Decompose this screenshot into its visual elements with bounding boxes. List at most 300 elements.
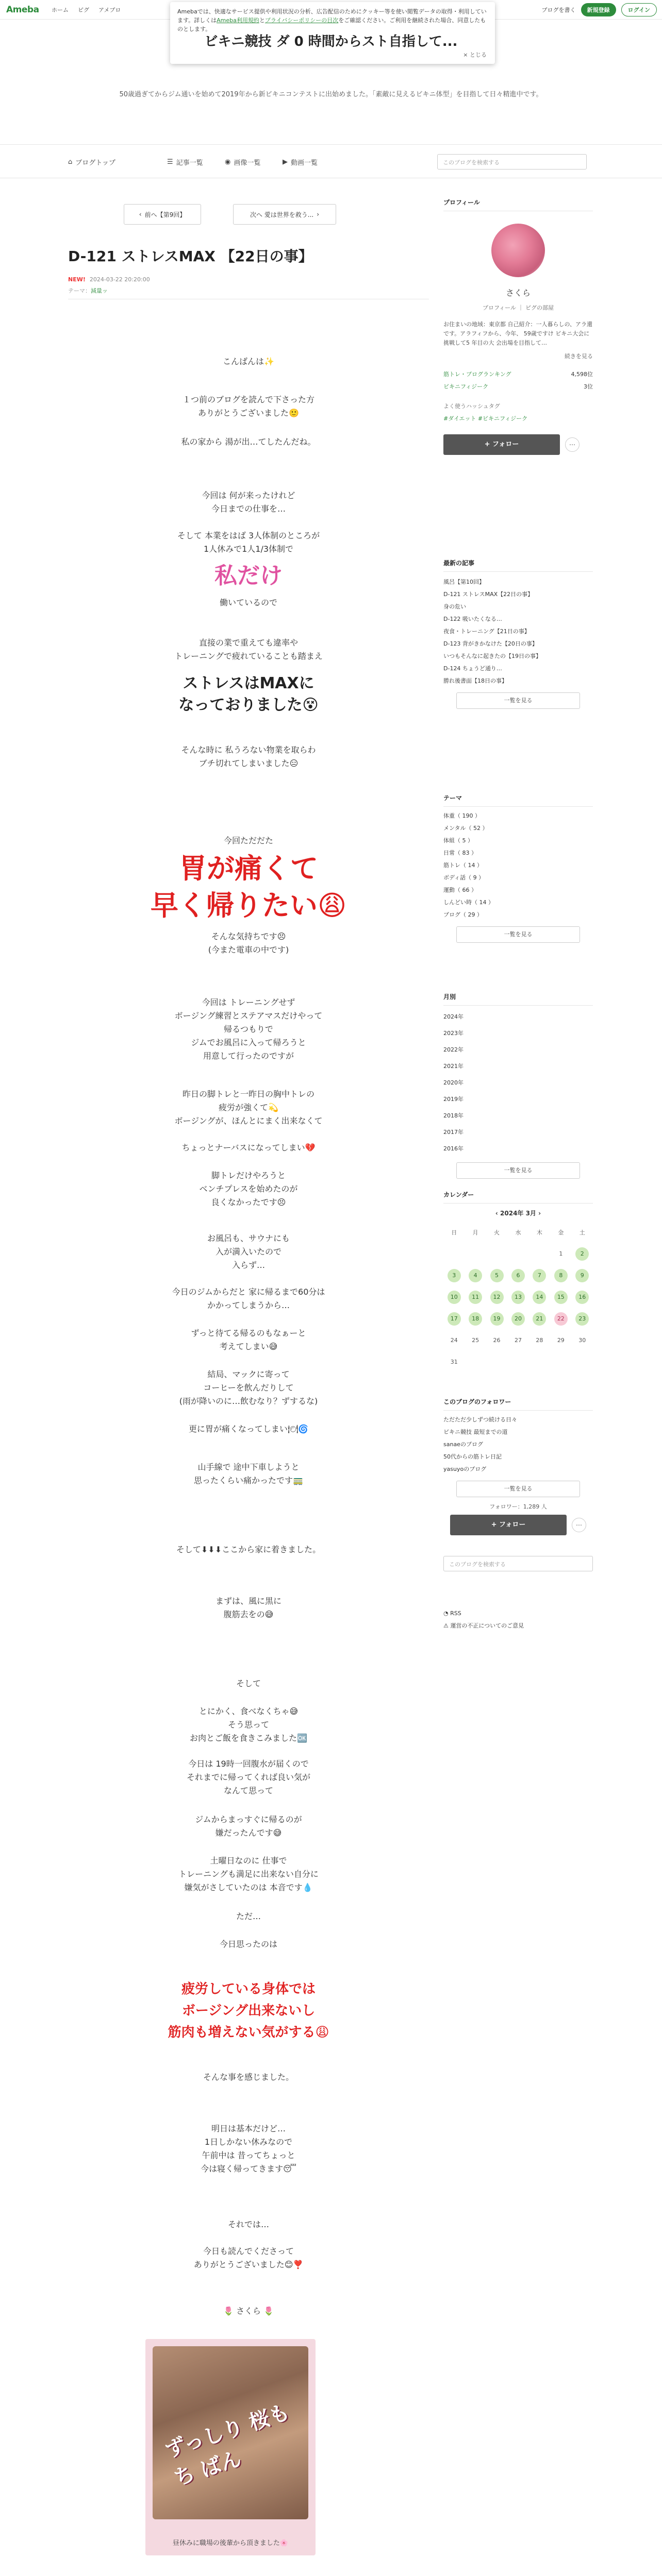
body-line: 入らず… — [231, 1260, 265, 1270]
chevron-right-icon[interactable]: › — [538, 1210, 541, 1217]
day-number: 8 — [554, 1269, 568, 1282]
body-line: とにかく、食べなくちゃ😅 — [198, 1706, 299, 1716]
following-item[interactable]: 50代からの筋トレ日記 — [443, 1453, 502, 1460]
blognav-images-label: 画像一覧 — [234, 159, 261, 167]
body-line: そして 本業をはば 3人体制のところが — [177, 531, 320, 540]
blognav-videos-label: 動画一覧 — [291, 159, 318, 167]
archive-list — [443, 1009, 593, 1157]
day-number: 5 — [490, 1269, 504, 1282]
body-line: 私の家から 湯が出…てしたんだね。 — [181, 437, 316, 447]
new-badge: NEW! — [68, 276, 86, 283]
body-line: 1人休みで1人1/3体制で — [203, 544, 294, 554]
day-number: 17 — [448, 1312, 461, 1326]
following-item[interactable]: sanaeのブログ — [443, 1441, 483, 1448]
body-line: 考えてしまい😅 — [219, 1342, 278, 1351]
video-icon: ▶ — [283, 158, 288, 166]
theme-item[interactable]: 筋トレ（ 14 ） — [443, 862, 483, 869]
body-line: 嫌気がさしていたのは 本音です💧 — [184, 1883, 313, 1892]
notice-and: と — [259, 17, 265, 24]
calendar-day — [572, 1351, 593, 1373]
calendar-day-posted[interactable] — [486, 1308, 507, 1330]
blognav-articles[interactable] — [167, 157, 203, 167]
body-line: お肉とご飯を食きこみました🆗 — [190, 1733, 307, 1743]
calendar-day — [465, 1330, 486, 1351]
body-line: まずは、風に黒に — [215, 1596, 282, 1606]
calendar-month — [443, 1209, 593, 1217]
calendar-week — [443, 1286, 593, 1308]
day-number — [533, 1247, 546, 1260]
emphasis-bold: なっておりました😵 — [178, 696, 319, 714]
weekday: 土 — [579, 1229, 585, 1236]
day-number: 29 — [557, 1337, 565, 1344]
body-line: そして — [236, 1679, 261, 1688]
list-icon: ☰ — [167, 158, 173, 166]
theme-item[interactable]: メンタル（ 52 ） — [443, 825, 488, 832]
day-number: 11 — [469, 1291, 482, 1304]
login-button[interactable]: ログイン — [621, 3, 657, 16]
archive-item[interactable]: 2016年 — [443, 1145, 464, 1152]
theme-item[interactable]: しんどい時（ 14 ） — [443, 899, 494, 906]
body-line: コーヒーを飲んだりして — [203, 1383, 294, 1393]
sakura-mochi-photo[interactable] — [145, 2339, 316, 2555]
calendar-day-posted[interactable] — [550, 1265, 571, 1286]
calendar-day-posted[interactable] — [507, 1265, 528, 1286]
recent-item[interactable]: 勝れ後書面【18日の事】 — [443, 677, 507, 684]
recent-list — [443, 576, 593, 687]
day-number: 20 — [511, 1312, 525, 1326]
weekday: 火 — [494, 1229, 500, 1236]
calendar-day-posted[interactable] — [465, 1286, 486, 1308]
follow-row-bottom — [443, 1515, 593, 1535]
body-line: ブチ切れてしまいました😑 — [198, 758, 299, 768]
archive-item[interactable]: 2022年 — [443, 1046, 464, 1053]
archive-item[interactable]: 2024年 — [443, 1013, 464, 1020]
notice-close-button[interactable]: × とじる — [463, 52, 487, 58]
read-more-link[interactable]: 続きを見る — [565, 353, 593, 360]
profile-links: プロフィール ｜ ピグの部屋 — [483, 304, 554, 311]
body-line: 直接の業で重えても違率や — [198, 638, 298, 648]
day-number: 27 — [514, 1337, 522, 1344]
following-list-button[interactable]: 一覧を見る — [456, 1481, 580, 1497]
profile-bio: お住まいの地域：東京都 自己紹介：一人暮らしの、アラ還です。アラフィフから、今年、 59歳ですけ ビキニ大会に挑戦して5 年目の大 会出場を目指して… — [443, 321, 593, 346]
day-number: 16 — [575, 1291, 589, 1304]
recent-item[interactable]: D-124 ちょうど通り… — [443, 665, 502, 672]
day-number: 14 — [533, 1291, 546, 1304]
terms-link[interactable]: Ameba利用規約 — [217, 17, 259, 24]
day-number: 13 — [511, 1291, 525, 1304]
calendar-day — [443, 1351, 465, 1373]
body-line: それでは… — [227, 2219, 269, 2229]
chevron-left-icon: ‹ — [139, 211, 142, 218]
body-line: ずっと待てる帰るのもなぁーと — [191, 1328, 306, 1338]
body-line: １つ前のブログを読んで下さった方 — [182, 395, 315, 404]
body-line: 1日しかない休みなので — [204, 2137, 293, 2147]
day-number: 10 — [448, 1291, 461, 1304]
calendar-week — [443, 1351, 593, 1373]
themes-section — [443, 793, 593, 948]
body-line: そう思って — [227, 1720, 269, 1730]
body-line: こんばんは✨ — [223, 357, 274, 366]
article-date: 2024-03-22 20:20:00 — [89, 276, 150, 283]
body-line: 昨日の脚トレと一昨日の胸中トレの — [182, 1089, 315, 1099]
body-line: 午前中は 昔ってちょっと — [202, 2150, 295, 2160]
body-line: ありがとうございました🙂 — [198, 408, 299, 418]
prev-article-button[interactable] — [124, 204, 201, 225]
day-number — [469, 1355, 482, 1368]
day-number: 28 — [536, 1337, 543, 1344]
theme-item[interactable]: 体組（ 5 ） — [443, 837, 473, 844]
body-line: (今また電車の中です) — [208, 945, 289, 955]
rss-link[interactable] — [443, 1607, 593, 1620]
weekday: 木 — [536, 1229, 542, 1236]
calendar-day — [465, 1243, 486, 1265]
profile-name[interactable]: さくら — [505, 288, 531, 298]
recent-item[interactable]: 風呂【第10回】 — [443, 579, 485, 585]
top-actions — [542, 3, 657, 16]
calendar-day — [486, 1351, 507, 1373]
rss-icon: ◔ — [443, 1610, 449, 1617]
article-meta — [68, 276, 150, 283]
day-number: 4 — [469, 1269, 482, 1282]
ranking-row[interactable] — [443, 381, 593, 393]
body-line: (雨が降いのに…飲むなり？ずするな) — [179, 1396, 318, 1406]
calendar-week — [443, 1330, 593, 1351]
privacy-link[interactable]: プライバシーポリシーの目次 — [264, 17, 339, 24]
calendar-day — [507, 1351, 528, 1373]
more-icon[interactable]: ⋯ — [572, 1518, 586, 1532]
weekday: 日 — [451, 1229, 457, 1236]
emphasis-red: ボージング出来ないし — [181, 2003, 316, 2019]
theme-item[interactable]: 体重（ 190 ） — [443, 812, 481, 819]
recent-item[interactable]: 身の危い — [443, 603, 466, 610]
day-number: 6 — [511, 1269, 525, 1282]
body-line: そんな気持ちです😣 — [211, 931, 286, 941]
body-line: 結局、マックに寄って — [207, 1369, 290, 1379]
body-line: 今回ただだた — [223, 836, 273, 845]
write-blog-link[interactable]: ブログを書く — [541, 7, 576, 13]
nav-home[interactable]: ホーム — [52, 7, 69, 13]
article-title: D-121 ストレスMAX 【22日の事】 — [68, 248, 313, 265]
body-line: トレーニングも満足に出来ない自分に — [178, 1869, 319, 1879]
emphasis-red: 胃が痛くて — [179, 852, 318, 885]
calendar-weekdays — [443, 1222, 593, 1243]
day-number — [469, 1247, 482, 1260]
calendar-week — [443, 1265, 593, 1286]
day-number: 30 — [578, 1337, 586, 1344]
follow-row — [443, 434, 593, 455]
body-line: ボージングが、ほんとにまく出来なくて — [174, 1116, 323, 1126]
hashtags[interactable]: #ダイエット #ビキニフィジーク — [443, 415, 528, 422]
weekday: 金 — [558, 1229, 564, 1236]
prev-article-label: 前へ【第9回】 — [144, 211, 186, 218]
calendar-day-posted[interactable] — [443, 1286, 465, 1308]
recent-articles — [443, 558, 593, 714]
emphasis-bold: ストレスはMAXに — [183, 674, 315, 692]
ranking-value: 3位 — [584, 383, 593, 390]
notice-close-label: とじる — [470, 52, 487, 58]
blognav-images[interactable] — [225, 157, 260, 167]
calendar-day-posted[interactable] — [529, 1308, 550, 1330]
body-line: 今日も読んでくださって — [203, 2246, 294, 2256]
notice-text — [177, 7, 488, 33]
calendar-table — [443, 1222, 593, 1373]
body-line: 今日思ったのは — [219, 1939, 277, 1949]
nav-pigg[interactable]: ピグ — [78, 7, 89, 13]
next-article-button[interactable] — [233, 204, 336, 225]
profile-heading: プロフィール — [443, 198, 593, 211]
day-number: 7 — [533, 1269, 546, 1282]
calendar-day-posted[interactable] — [507, 1308, 528, 1330]
day-number — [533, 1355, 546, 1368]
day-number: 23 — [575, 1312, 589, 1326]
camera-icon: ◉ — [225, 158, 231, 166]
next-article-label: 次へ 愛は世界を救う... — [250, 211, 314, 218]
archive-list-button[interactable]: 一覧を見る — [456, 1162, 580, 1179]
body-line: かかってしまうから… — [207, 1300, 290, 1310]
signature: 🌷 さくら 🌷 — [223, 2306, 274, 2316]
weekday: 水 — [515, 1229, 521, 1236]
calendar-day — [486, 1243, 507, 1265]
body-line: 明日は基本だけど… — [211, 2124, 286, 2133]
blog-search-input[interactable]: このブログを検索する — [437, 154, 587, 170]
calendar-day — [550, 1351, 571, 1373]
calendar-section — [443, 1190, 593, 1373]
body-line: 今回は 何が来ったけれど — [202, 490, 295, 500]
blog-title[interactable]: ビキニ競技 ダ 0 時間からスト自指して... — [204, 34, 458, 49]
body-line: 腹筋去をの😅 — [223, 1609, 274, 1619]
weekday: 月 — [472, 1229, 478, 1236]
theme-heading: テーマ — [443, 793, 593, 807]
archive-heading: 月別 — [443, 992, 593, 1006]
day-number: 15 — [554, 1291, 568, 1304]
body-line: お風呂も、サウナにも — [207, 1233, 290, 1243]
calendar-day-posted[interactable] — [572, 1265, 593, 1286]
calendar-day-posted[interactable] — [550, 1286, 571, 1308]
body-line: 今日のジムからだと 家に帰るまで60分は — [172, 1287, 325, 1297]
body-line: そんな時に 私うろない物業を取らわ — [181, 745, 316, 755]
body-line: 疲労が強くて💫 — [219, 1103, 278, 1112]
report-label: 運営の不正についてのご意見 — [450, 1622, 524, 1629]
following-item[interactable]: yasuyoのブログ — [443, 1466, 487, 1472]
sidebar-search-input[interactable]: このブログを検索する — [443, 1556, 593, 1571]
body-line: なんて思って — [223, 1786, 273, 1795]
day-number — [511, 1247, 525, 1260]
article-theme — [68, 286, 108, 295]
more-icon[interactable]: ⋯ — [565, 437, 580, 452]
notice-text-1: Amebaでは、快適なサービス提供や利用状況の分析、広告配信のためにクッキー等を使い閲覧データの取得・利用しています。詳しくは — [177, 8, 487, 24]
emphasis-red: 筋肉も増えない気がする😩 — [168, 2025, 329, 2040]
calendar-day-posted[interactable] — [507, 1286, 528, 1308]
avatar-wrap — [443, 224, 593, 277]
calendar-week — [443, 1243, 593, 1265]
chevron-left-icon[interactable]: ‹ — [495, 1210, 498, 1217]
calendar-day — [550, 1243, 571, 1265]
body-line: ありがとうございました😊❣️ — [193, 2260, 304, 2269]
following-item[interactable]: ビキニ競技 最短までの道 — [443, 1429, 508, 1435]
day-number: 1 — [559, 1250, 563, 1257]
day-number: 26 — [493, 1337, 501, 1344]
body-line: そして⬇⬇⬇ここから家に着きました。 — [176, 1545, 321, 1554]
recent-item[interactable]: いつもそんなに起きたの【19日の事】 — [443, 653, 541, 659]
calendar-day-posted[interactable] — [465, 1308, 486, 1330]
body-line: 今回は トレーニングせず — [202, 997, 295, 1007]
calendar-day — [507, 1243, 528, 1265]
recent-heading: 最新の記事 — [443, 558, 593, 572]
chevron-right-icon: › — [317, 211, 320, 218]
body-line: ボージング練習とステアマスだけやって — [174, 1011, 323, 1021]
day-number: 12 — [490, 1291, 504, 1304]
body-line: ジムからまっすぐに帰るのが — [195, 1815, 302, 1824]
calendar-day — [507, 1330, 528, 1351]
blognav-videos[interactable] — [283, 157, 318, 167]
calendar-heading: カレンダー — [443, 1190, 593, 1204]
archive-item[interactable]: 2017年 — [443, 1129, 464, 1136]
body-line: ジムでお風呂に入って帰ろうと — [191, 1038, 306, 1047]
calendar-day — [529, 1243, 550, 1265]
calendar-day-posted[interactable] — [465, 1265, 486, 1286]
calendar-day — [529, 1330, 550, 1351]
archive-item[interactable]: 2020年 — [443, 1079, 464, 1086]
body-line: 思ったくらい痛かったです🚃 — [194, 1476, 303, 1485]
theme-list — [443, 810, 593, 921]
archive-item[interactable]: 2021年 — [443, 1063, 464, 1070]
recent-item[interactable]: D-123 背がきかなけた【20日の事】 — [443, 640, 538, 647]
body-line: トレーニングで疲れていることも踏まえ — [174, 651, 323, 661]
calendar-day-posted[interactable] — [572, 1308, 593, 1330]
body-line: 良くなかったです😣 — [211, 1197, 286, 1207]
body-line: 更に胃が痛くなってしまい🍽🌀 — [188, 1424, 309, 1434]
calendar-day — [443, 1330, 465, 1351]
day-number — [490, 1247, 504, 1260]
body-line: 働いているので — [219, 598, 277, 607]
day-number: 22 — [554, 1312, 568, 1326]
calendar-month-label: 2024年 3月 — [500, 1210, 536, 1217]
notice-text-2: をご確認ください。ご利用を継続された場合、同意したものとします。 — [177, 17, 486, 32]
calendar-day-posted[interactable] — [486, 1286, 507, 1308]
theme-link[interactable]: 減量ッ — [91, 287, 108, 294]
blog-description: 50歳過ぎてからジム通いを始めて2019年から新ビキニコンテストに出始めました。「素敵に見えるビキニ体型」を目指して日々精進中です。 — [119, 91, 543, 98]
follower-count: フォロワー：1,289 人 — [489, 1503, 547, 1510]
calendar-day-posted[interactable] — [529, 1265, 550, 1286]
body-line: 今は寝く帰ってきます😴 — [201, 2164, 296, 2174]
theme-item[interactable]: ブログ（ 29 ） — [443, 911, 483, 918]
theme-list-button[interactable]: 一覧を見る — [456, 926, 580, 943]
body-line: それまでに帰ってくれば良い気が — [186, 1772, 310, 1782]
package-text: ずっしり 桜もち ばん — [162, 2400, 293, 2491]
warning-icon: ⚠ — [443, 1622, 449, 1629]
followers-section — [443, 1397, 593, 1632]
following-list — [443, 1414, 593, 1476]
photo-caption: 昼休みに職場の後輩から頂きました🌸 — [172, 2539, 289, 2547]
body-line: 山手線で 途中下車しようと — [197, 1462, 300, 1472]
blognav-top-label: ブログトップ — [75, 159, 115, 167]
calendar-day-posted[interactable] — [572, 1286, 593, 1308]
emphasis-pink: 私だけ — [214, 563, 283, 589]
body-line: 嫌だったんです😅 — [215, 1828, 282, 1838]
body-line: 用意して行ったのですが — [203, 1051, 294, 1061]
recent-item[interactable]: D-122 吸いたくなる… — [443, 616, 502, 622]
day-number — [554, 1355, 568, 1368]
day-number: 24 — [450, 1337, 458, 1344]
recent-list-button[interactable]: 一覧を見る — [456, 692, 580, 709]
blognav-articles-label: 記事一覧 — [176, 159, 203, 167]
calendar-day — [486, 1330, 507, 1351]
follow-button[interactable]: + フォロー — [450, 1515, 567, 1535]
day-number: 31 — [450, 1359, 458, 1365]
day-number: 9 — [575, 1269, 589, 1282]
calendar-day — [529, 1351, 550, 1373]
body-line: 帰るつもりで — [224, 1024, 273, 1034]
register-button[interactable]: 新規登録 — [581, 3, 616, 16]
theme-item[interactable]: 日常（ 83 ） — [443, 850, 477, 856]
follow-button[interactable]: + フォロー — [443, 434, 560, 455]
calendar-day — [443, 1243, 465, 1265]
day-number: 18 — [469, 1312, 482, 1326]
following-item[interactable]: ただただ少しずつ続ける日々 — [443, 1416, 517, 1423]
avatar[interactable] — [491, 224, 545, 277]
body-line: ただ… — [236, 1911, 261, 1921]
day-number: 2 — [575, 1247, 589, 1261]
day-number: 25 — [472, 1337, 479, 1344]
calendar-day-posted[interactable] — [572, 1243, 593, 1265]
rss-label: RSS — [450, 1610, 461, 1617]
body-line: そんな事を感じました。 — [203, 2072, 294, 2082]
ranking-label: 筋トレ・ブログランキング — [443, 371, 511, 378]
profile-section — [443, 198, 593, 455]
hashtags-label: よく使うハッシュタグ — [443, 403, 500, 410]
archive-item[interactable]: 2018年 — [443, 1112, 464, 1119]
emphasis-red: 疲労している身体では — [181, 1981, 316, 1997]
nav-ameblo[interactable]: アメブロ — [98, 7, 121, 13]
ranking-value: 4,598位 — [571, 371, 593, 378]
body-line: ベンチプレスを始めたのが — [199, 1184, 298, 1194]
ranking-row[interactable] — [443, 368, 593, 381]
day-number — [448, 1247, 461, 1260]
ameba-logo[interactable]: Ameba — [6, 5, 39, 15]
day-number — [511, 1355, 525, 1368]
theme-item[interactable]: ボディ話（ 9 ） — [443, 874, 485, 881]
blognav-top[interactable] — [68, 157, 115, 167]
ranking-label: ビキニフィジーク — [443, 383, 489, 390]
body-line: ちょっとナーバスになってしまい💔 — [181, 1143, 316, 1153]
calendar-day-posted[interactable] — [529, 1286, 550, 1308]
calendar-day-posted[interactable] — [443, 1308, 465, 1330]
global-nav — [52, 6, 121, 14]
report-link[interactable] — [443, 1620, 593, 1632]
recent-item[interactable]: D-121 ストレスMAX【22日の事】 — [443, 591, 534, 598]
calendar-day-posted[interactable] — [486, 1265, 507, 1286]
body-line: 入が満入いたので — [215, 1247, 282, 1257]
calendar-day-posted[interactable] — [443, 1265, 465, 1286]
body-line: 今日は 19時一回腹水が届くので — [188, 1759, 309, 1769]
archive-item[interactable]: 2019年 — [443, 1096, 464, 1103]
profile-link[interactable]: プロフィール — [483, 304, 516, 311]
archive-section — [443, 992, 593, 1184]
body-line: 土曜日なのに 仕事で — [210, 1856, 287, 1866]
calendar-week — [443, 1308, 593, 1330]
archive-item[interactable]: 2023年 — [443, 1030, 464, 1037]
pigg-room-link[interactable]: ピグの部屋 — [525, 304, 554, 311]
theme-label: テーマ： — [68, 287, 91, 294]
calendar-day-today[interactable] — [550, 1308, 571, 1330]
home-icon: ⌂ — [68, 158, 73, 166]
body-line: 今日までの仕事を… — [211, 504, 286, 514]
following-heading: このブログのフォロワー — [443, 1397, 593, 1411]
theme-item[interactable]: 運動（ 66 ） — [443, 887, 477, 893]
blog-nav — [0, 144, 662, 178]
calendar-day — [572, 1330, 593, 1351]
recent-item[interactable]: 夜食・トレーニング【21日の事】 — [443, 628, 530, 635]
